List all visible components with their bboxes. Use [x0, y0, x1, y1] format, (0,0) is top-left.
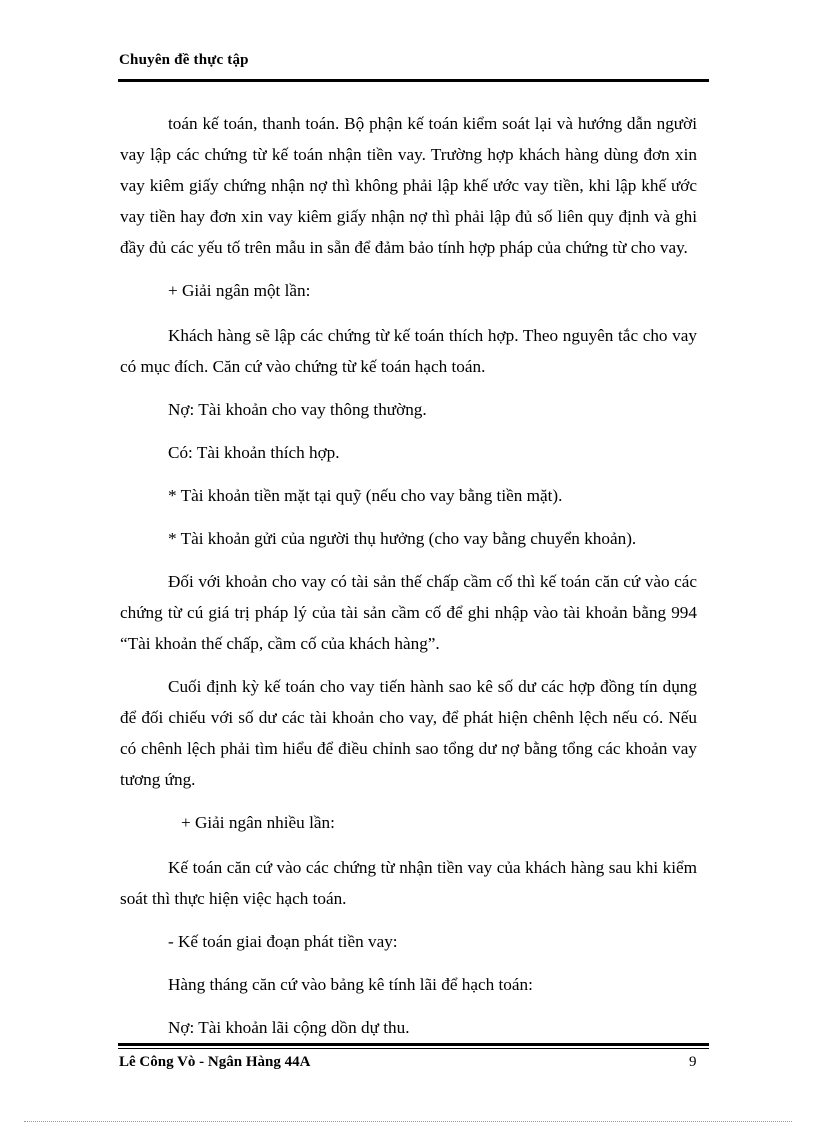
paragraph-collateral: Đối với khoản cho vay có tài sản thế chấp cầm cố thì kế toán căn cứ vào các chứng từ cú giá trị pháp lý của tài sản cầm cố để ghi nhập vào tài khoản bằng 994 “Tài khoản thế chấp, cầm cố của khách hàng”. — [120, 572, 697, 653]
footer-author: Lê Công Vò - Ngân Hàng 44A — [119, 1054, 311, 1070]
paragraph-periodic-review: Cuối định kỳ kế toán cho vay tiến hành sao kê số dư các hợp đồng tín dụng để đối chiếu với số dư các tài khoản cho vay, để phát hiện chênh lệch nếu có. Nếu có chênh lệch phải tìm hiểu để điều chỉnh sao tổng dư nợ bằng tổng các khoản vay tương ứng. — [120, 677, 697, 789]
paragraph-multiple-accounting: Kế toán căn cứ vào các chứng từ nhận tiền vay của khách hàng sau khi kiểm soát thì thực hiện việc hạch toán. — [120, 858, 697, 908]
entry-debit-loan: Nợ: Tài khoản cho vay thông thường. — [168, 400, 427, 419]
entry-beneficiary-account: * Tài khoản gửi của người thụ hưởng (cho vay bằng chuyển khoản). — [168, 529, 637, 548]
bottom-dotted-edge — [24, 1121, 792, 1122]
entry-cash-account: * Tài khoản tiền mặt tại quỹ (nếu cho vay bằng tiền mặt). — [168, 486, 563, 505]
footer-rule-thin — [118, 1048, 709, 1049]
header-rule — [118, 79, 709, 82]
item-disbursement-stage: - Kế toán giai đoạn phát tiền vay: — [168, 932, 398, 951]
item-monthly-interest: Hàng tháng căn cứ vào bảng kê tính lãi để hạch toán: — [168, 975, 533, 994]
entry-credit-account: Có: Tài khoản thích hợp. — [168, 443, 340, 462]
page-number: 9 — [689, 1054, 697, 1070]
footer-rule — [118, 1043, 709, 1046]
heading-multiple-disbursement: + Giải ngân nhiều lần: — [181, 813, 335, 832]
heading-single-disbursement: + Giải ngân một lần: — [168, 281, 311, 300]
entry-debit-interest: Nợ: Tài khoản lãi cộng dồn dự thu. — [168, 1018, 410, 1037]
paragraph-customer-documents: Khách hàng sẽ lập các chứng từ kế toán thích hợp. Theo nguyên tắc cho vay có mục đích. Căn cứ vào chứng từ kế toán hạch toán. — [120, 326, 697, 376]
document-body — [120, 108, 697, 1055]
page-header-title: Chuyên đề thực tập — [119, 52, 249, 68]
paragraph-loan-documents: toán kế toán, thanh toán. Bộ phận kế toán kiểm soát lại và hướng dẫn người vay lập các chứng từ kế toán nhận tiền vay. Trường hợp khách hàng dùng đơn xin vay kiêm giấy chứng nhận nợ thì không phải lập khế ước vay tiền, khi lập khế ước vay tiền hay đơn xin vay kiêm giấy nhận nợ thì phải lập đủ số liên quy định và ghi đầy đủ các yếu tố trên mẫu in sẵn để đảm bảo tính hợp pháp của chứng từ cho vay. — [120, 114, 697, 257]
